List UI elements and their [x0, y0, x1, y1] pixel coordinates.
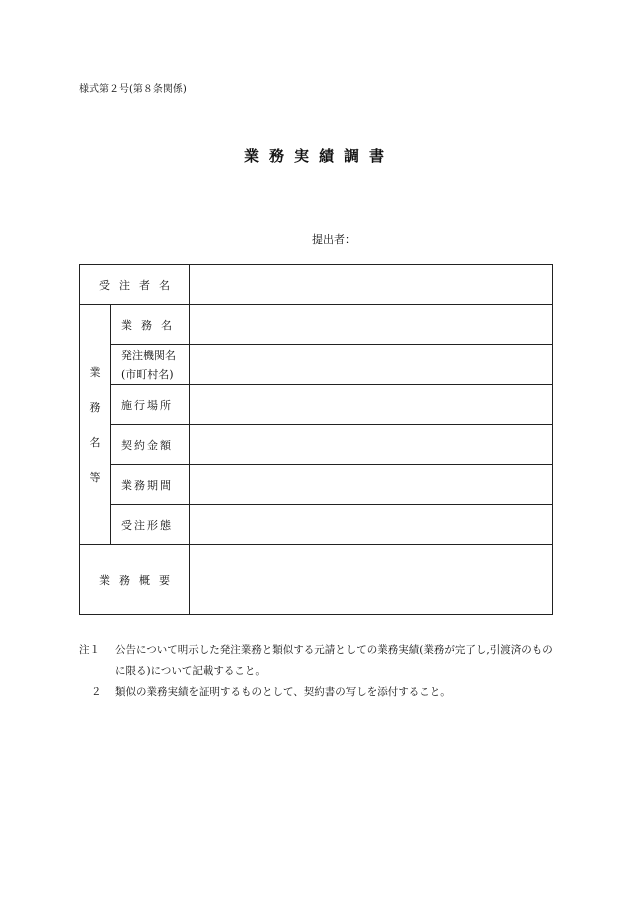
- contractor-row: [80, 265, 553, 305]
- project-name-value[interactable]: [190, 305, 553, 345]
- period-label: 業務期間: [111, 465, 190, 505]
- period-value[interactable]: [190, 465, 553, 505]
- project-name-row: [80, 305, 553, 345]
- order-type-row: [80, 505, 553, 545]
- note-text: 公告について明示した発注業務と類似する元請としての業務実績(業務が完了し,引渡済のものに限る)について記載すること。: [115, 644, 553, 677]
- contract-amount-value[interactable]: [190, 425, 553, 465]
- ordering-agency-label: 発注機関名 (市町村名): [111, 345, 190, 385]
- note-item: [79, 640, 559, 682]
- ordering-agency-row: [80, 345, 553, 385]
- notes: [79, 640, 559, 703]
- project-name-label: 業務名: [111, 305, 190, 345]
- location-value[interactable]: [190, 385, 553, 425]
- contractor-value[interactable]: [190, 265, 553, 305]
- contractor-label: 受注者名: [80, 265, 190, 305]
- order-type-label: 受注形態: [111, 505, 190, 545]
- document-title: 業務実績調書: [243, 147, 394, 165]
- location-label: 施行場所: [111, 385, 190, 425]
- summary-value[interactable]: [190, 545, 553, 615]
- submitter-label: 提出者：: [312, 233, 356, 246]
- order-type-value[interactable]: [190, 505, 553, 545]
- period-row: [80, 465, 553, 505]
- form-number: 様式第２号(第８条関係): [79, 84, 187, 95]
- contract-amount-label: 契約金額: [111, 425, 190, 465]
- summary-label: 業務概要: [80, 545, 190, 615]
- group-label-cell: [80, 305, 111, 545]
- group-label: 業 務 名 等: [89, 365, 101, 484]
- note-number: 注１: [79, 644, 100, 656]
- record-table: [79, 264, 553, 615]
- note-text: 類似の業務実績を証明するものとして、契約書の写しを添付すること。: [115, 686, 451, 698]
- contract-amount-row: [80, 425, 553, 465]
- summary-row: [80, 545, 553, 615]
- note-number: ２: [91, 686, 102, 698]
- note-item: [79, 682, 559, 703]
- location-row: [80, 385, 553, 425]
- ordering-agency-value[interactable]: [190, 345, 553, 385]
